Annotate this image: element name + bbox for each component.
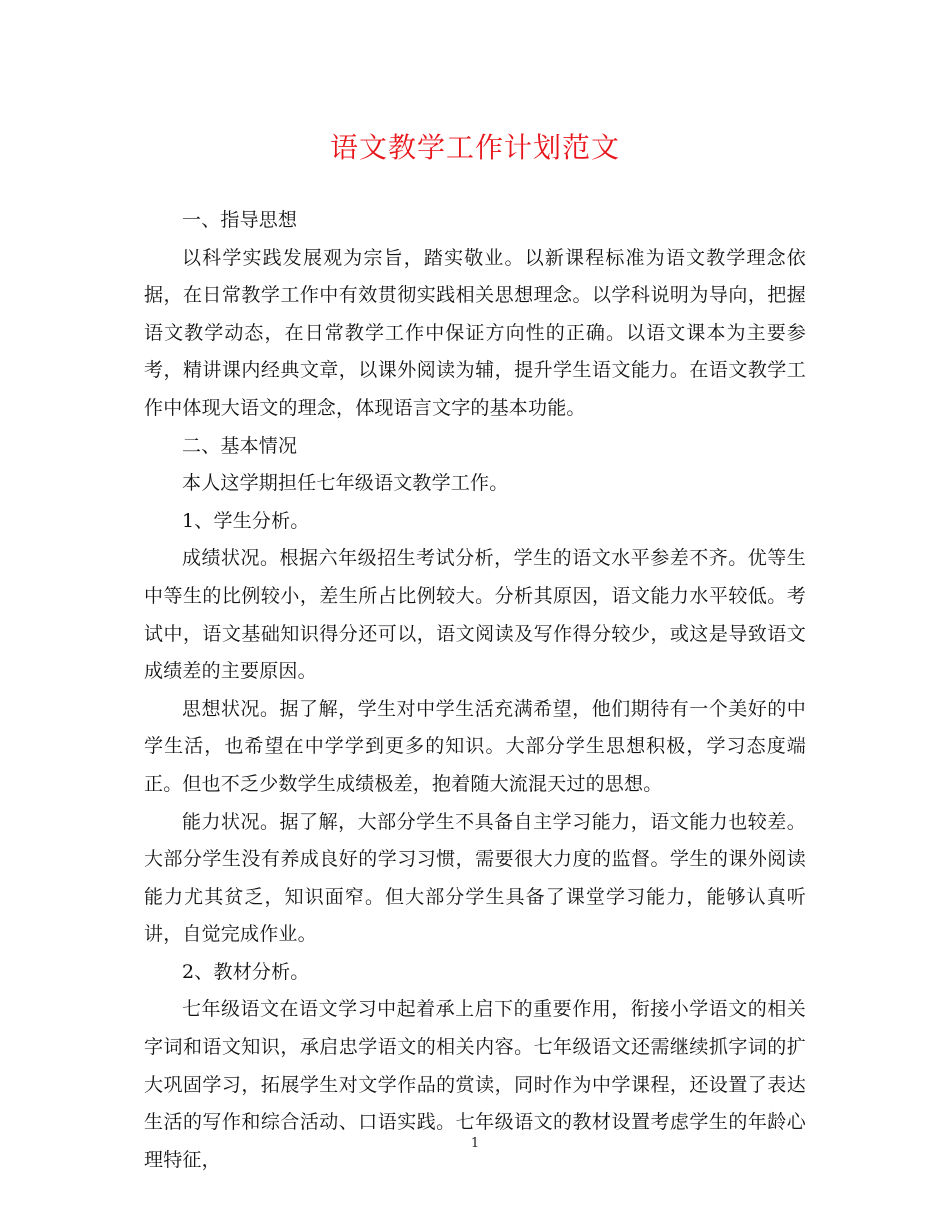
- paragraph-textbook-analysis: 七年级语文在语文学习中起着承上启下的重要作用，衔接小学语文的相关字词和语文知识，承启忠学语文的相关内容。七年级语文还需继续抓字词的扩大巩固学习，拓展学生对文学作品的赏读，同时作为中学课程，还设置了表达生活的写作和综合活动、口语实践。七年级语文的教材设置考虑学生的年龄心理特征，: [144, 998, 806, 1171]
- document-body: [144, 202, 806, 1179]
- heading-student-analysis: 1、学生分析。: [182, 509, 310, 532]
- document-title: 语文教学工作计划范文: [329, 131, 620, 164]
- paragraph-guiding-ideology: 以科学实践发展观为宗旨，踏实敬业。以新课程标准为语文教学理念依据，在日常教学工作中有效贯彻实践相关思想理念。以学科说明为导向，把握语文教学动态，在日常教学工作中保证方向性的正确。以语文课本为主要参考，精讲课内经典文章，以课外阅读为辅，提升学生语文能力。在语文教学工作中体现大语文的理念，体现语言文字的基本功能。: [144, 246, 806, 419]
- paragraph-ability-status: 能力状况。据了解，大部分学生不具备自主学习能力，语文能力也较差。大部分学生没有养成良好的学习习惯，需要很大力度的监督。学生的课外阅读能力尤其贫乏，知识面窄。但大部分学生具备了课堂学习能力，能够认真听讲，自觉完成作业。: [144, 810, 806, 946]
- heading-basic-situation: 二、基本情况: [182, 434, 298, 457]
- paragraph-grade-status: 成绩状况。根据六年级招生考试分析，学生的语文水平参差不齐。优等生中等生的比例较小，差生所占比例较大。分析其原因，语文能力水平较低。考试中，语文基础知识得分还可以，语文阅读及写作得分较少，或这是导致语文成绩差的主要原因。: [144, 547, 806, 683]
- page-number: 1: [470, 1136, 480, 1151]
- heading-textbook-analysis: 2、教材分析。: [182, 960, 310, 983]
- paragraph-thought-status: 思想状况。据了解，学生对中学生活充满希望，他们期待有一个美好的中学生活，也希望在中学学到更多的知识。大部分学生思想积极，学习态度端正。但也不乏少数学生成绩极差，抱着随大流混天过的思想。: [144, 697, 806, 795]
- paragraph-teaching-assignment: 本人这学期担任七年级语文教学工作。: [182, 472, 509, 495]
- heading-guiding-ideology: 一、指导思想: [182, 209, 298, 231]
